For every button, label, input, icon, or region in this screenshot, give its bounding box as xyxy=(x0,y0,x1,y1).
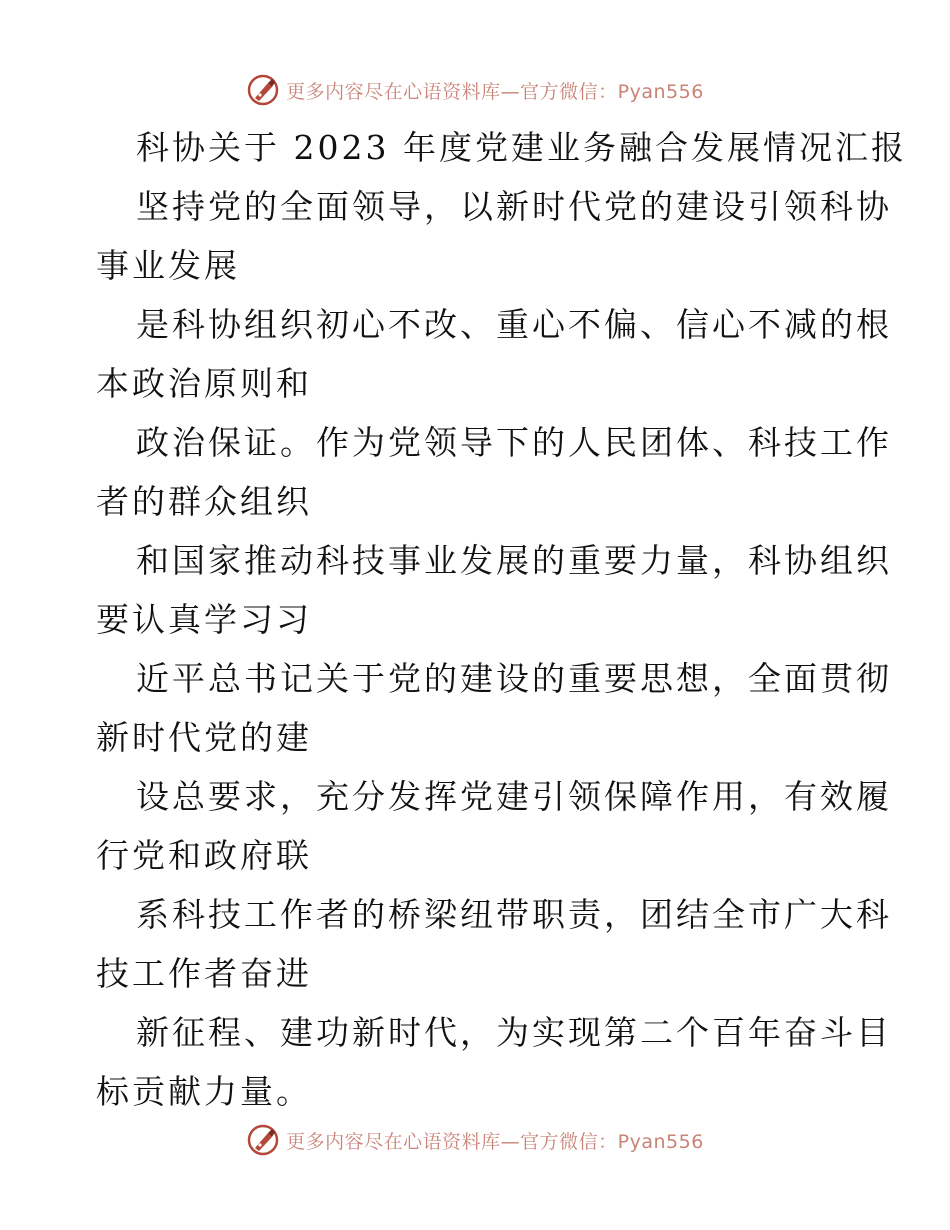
text-line: 要认真学习习 xyxy=(96,600,312,639)
text-line: 新征程、建功新时代，为实现第二个百年奋斗目 xyxy=(136,1013,892,1052)
document-title: 科协关于 2023 年度党建业务融合发展情况汇报 xyxy=(136,128,907,167)
watermark-header xyxy=(0,72,950,108)
text-line: 技工作者奋进 xyxy=(96,954,312,993)
text-line: 设总要求，充分发挥党建引领保障作用，有效履 xyxy=(136,777,892,816)
watermark-footer xyxy=(0,1122,950,1158)
paragraph-lines xyxy=(96,177,892,1121)
text-line: 是科协组织初心不改、重心不偏、信心不减的根 xyxy=(136,305,892,344)
watermark-text: 更多内容尽在心语资料库—官方微信：Pyan556 xyxy=(286,80,704,103)
text-line: 系科技工作者的桥梁纽带职责，团结全市广大科 xyxy=(136,895,892,934)
text-line: 行党和政府联 xyxy=(96,836,312,875)
text-line: 事业发展 xyxy=(96,246,240,285)
text-line: 和国家推动科技事业发展的重要力量，科协组织 xyxy=(136,541,892,580)
text-line: 标贡献力量。 xyxy=(96,1072,312,1111)
text-line: 新时代党的建 xyxy=(96,718,312,757)
text-line: 本政治原则和 xyxy=(96,364,312,403)
text-line: 坚持党的全面领导，以新时代党的建设引领科协 xyxy=(136,187,892,226)
watermark-text: 更多内容尽在心语资料库—官方微信：Pyan556 xyxy=(286,1130,704,1153)
text-line: 政治保证。作为党领导下的人民团体、科技工作 xyxy=(136,423,892,462)
text-line: 近平总书记关于党的建设的重要思想，全面贯彻 xyxy=(136,659,892,698)
text-line: 者的群众组织 xyxy=(96,482,312,521)
document-body xyxy=(96,118,907,1121)
pen-nib-logo-icon xyxy=(246,73,280,107)
pen-nib-logo-icon xyxy=(246,1123,280,1157)
